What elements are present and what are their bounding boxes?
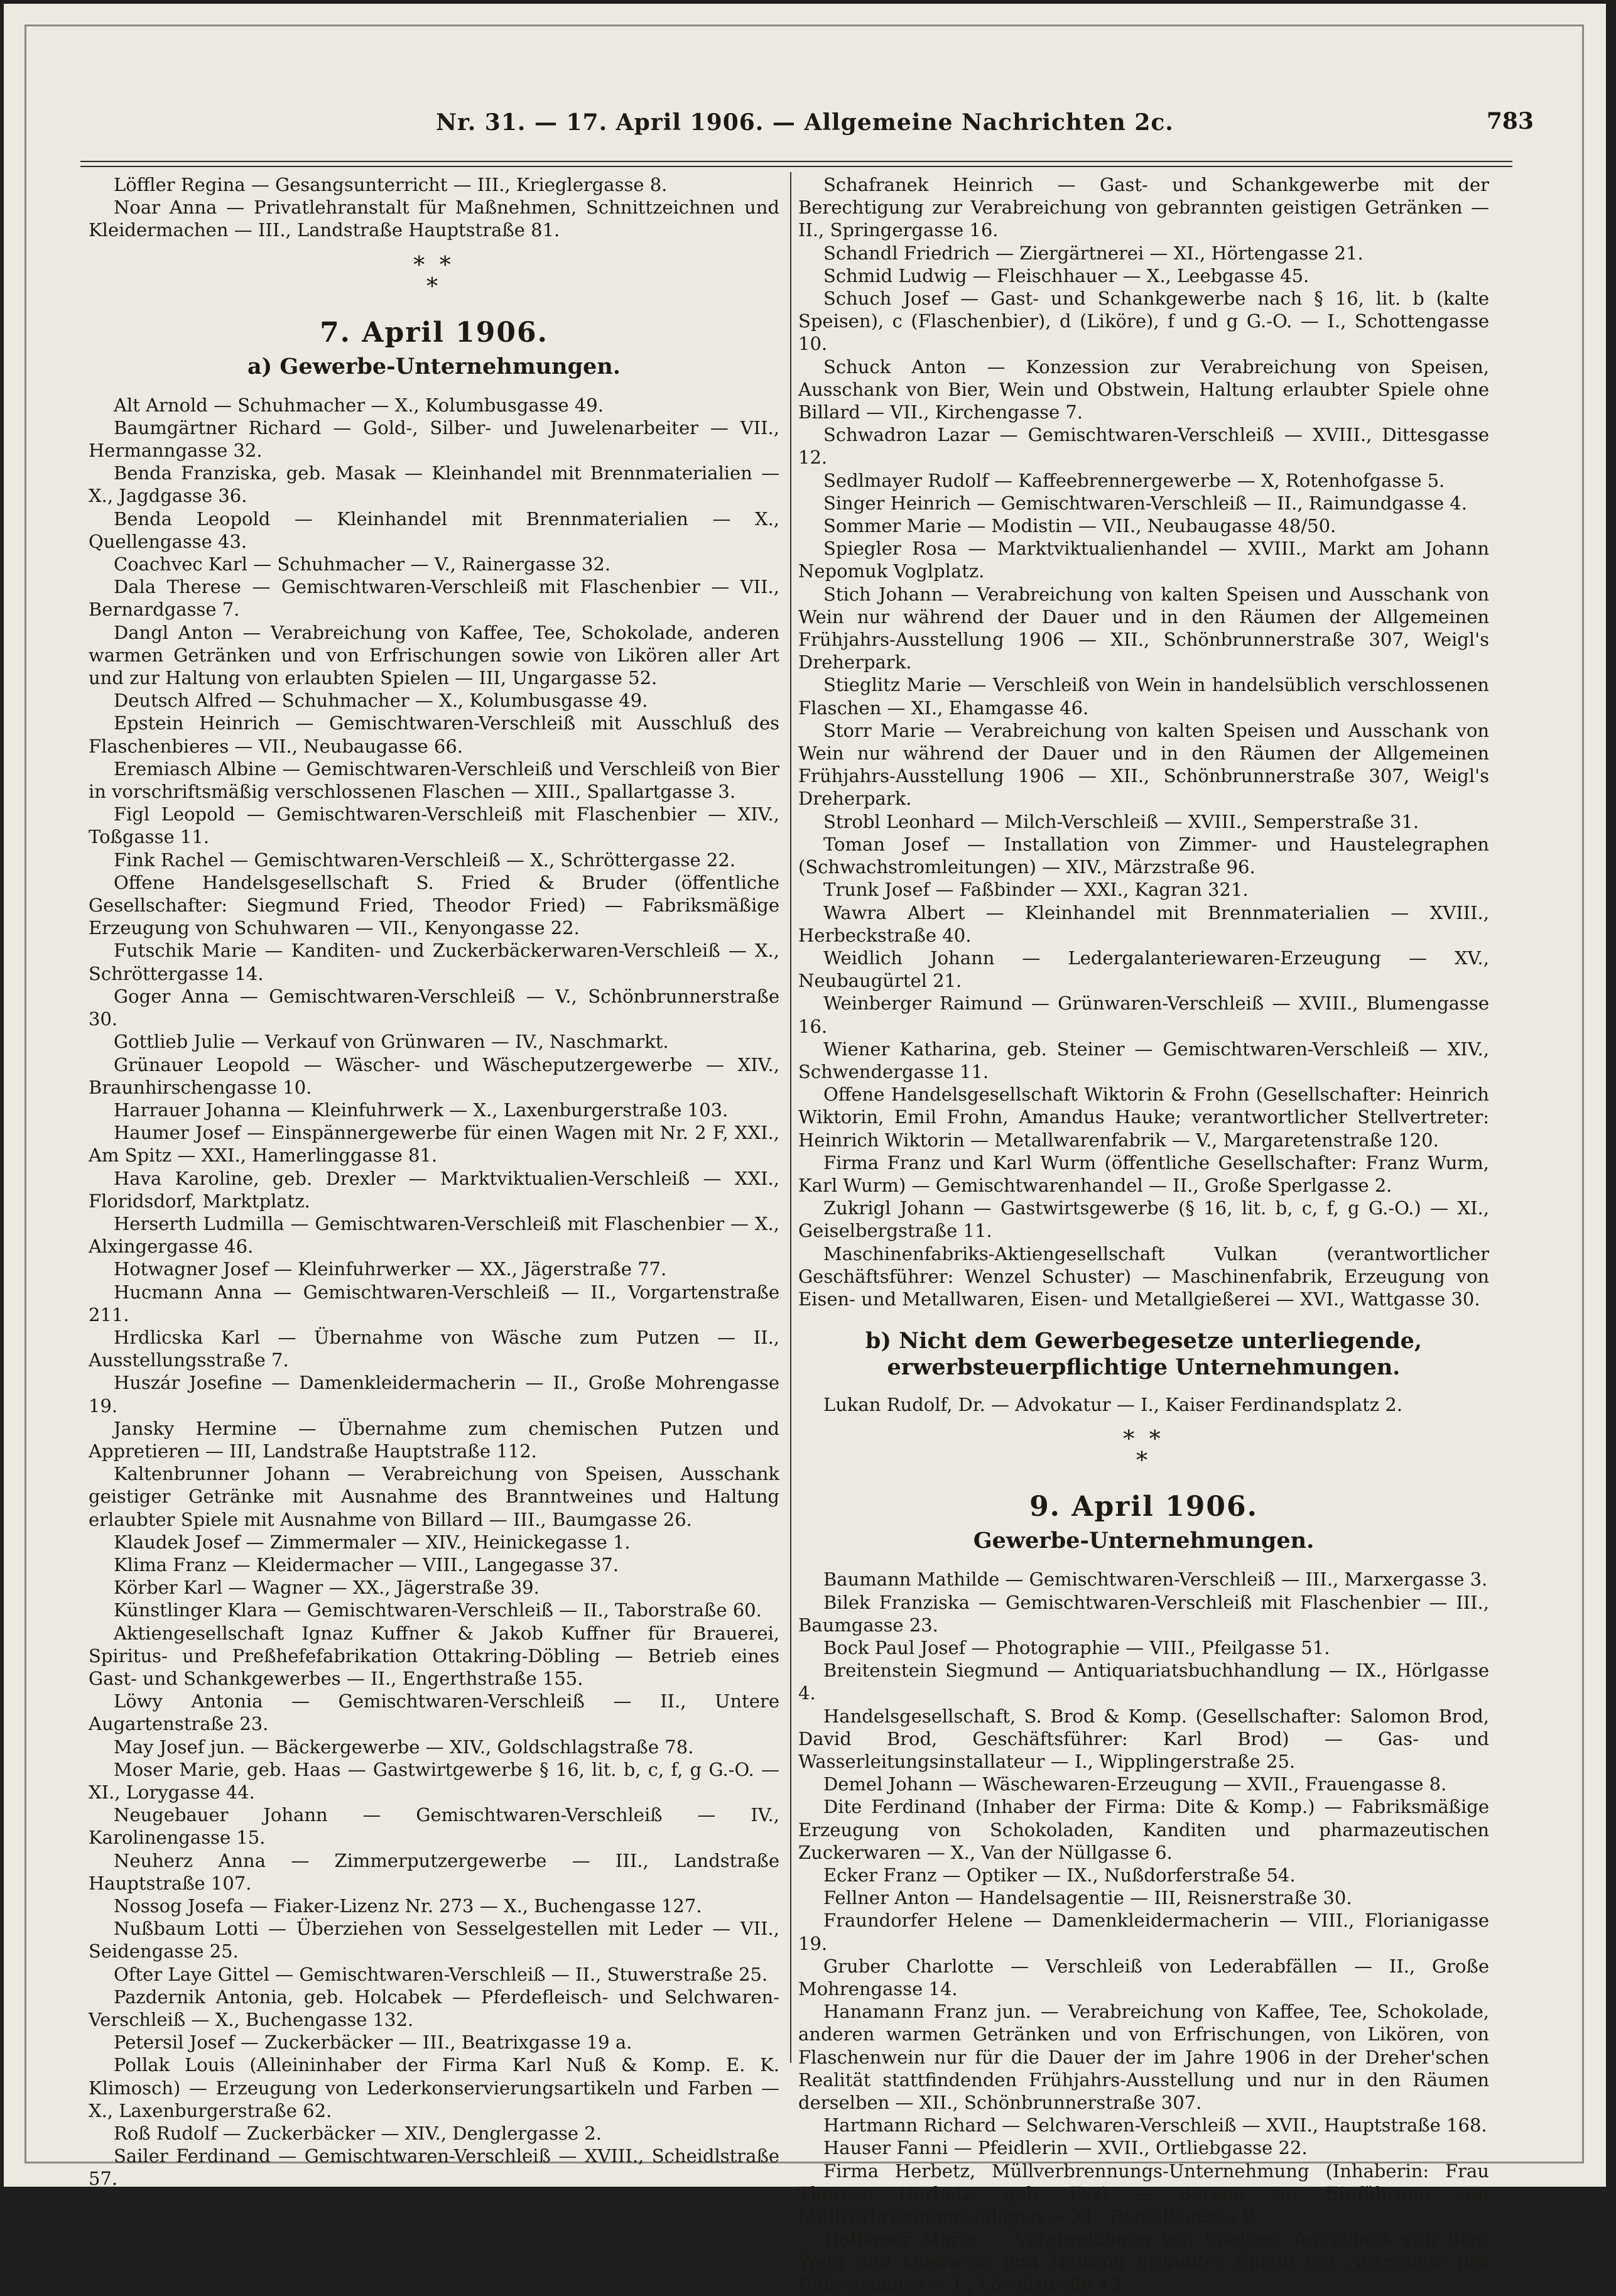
list-item: Hotwagner Josef — Kleinfuhrwerker — XX., Jägerstraße 77.	[114, 1258, 667, 1280]
list-item: Eremiasch Albine — Gemischtwaren-Verschleiß und Verschleiß von Bier in vorschriftsmäßig verschlossenen Flaschen — XIII., Spallartgasse 3.	[89, 758, 779, 803]
list-item: Figl Leopold — Gemischtwaren-Verschleiß mit Flaschenbier — XIV., Toßgasse 11.	[89, 803, 779, 848]
list-item: Hauser Fanni — Pfeidlerin — XVII., Ortliebgasse 22.	[823, 2137, 1308, 2159]
list-item: Lukan Rudolf, Dr. — Advokatur — I., Kaiser Ferdinandsplatz 2.	[823, 1394, 1402, 1416]
list-item: Firma Herbetz, Müllverbrennungs-Unternehmung (Inhaberin: Frau Therese Herbetz, geb. Fay) — Bureau zur Einführung von Müllverbrennungsanlagen — XI., Remellagasse 9.	[798, 2160, 1489, 2228]
list-item: Dite Ferdinand (Inhaber der Firma: Dite & Komp.) — Fabriksmäßige Erzeugung von Schokoladen, Kanditen und pharmazeutischen Zuckerwaren — X., Van der Nüllgasse 6.	[798, 1796, 1489, 1863]
list-item: Ofter Laye Gittel — Gemischtwaren-Verschleiß — II., Stuwerstraße 25.	[114, 1963, 768, 1985]
list-item: Schuch Josef — Gast- und Schankgewerbe nach § 16, lit. b (kalte Speisen), c (Flaschenbier), d (Liköre), f und g G.-O. — I., Schottengasse 10.	[798, 288, 1489, 355]
list-item: Offene Handelsgesellschaft S. Fried & Bruder (öffentliche Gesellschafter: Siegmund Fried, Theodor Fried) — Fabriksmäßige Erzeugung von Schuhwaren — VII., Kenyongasse 22.	[89, 871, 779, 939]
list-item: Weinberger Raimund — Grünwaren-Verschleiß — XVIII., Blumengasse 16.	[798, 993, 1489, 1037]
date-heading: 7. April 1906.	[320, 316, 548, 349]
list-item: Pazdernik Antonia, geb. Holcabek — Pferdefleisch- und Selchwaren-Verschleiß — X., Buchengasse 132.	[89, 1986, 779, 2031]
section-heading: Gewerbe-Unternehmungen.	[973, 1528, 1315, 1554]
separator-stars-bottom: *	[1136, 1448, 1151, 1474]
list-item: Moser Marie, geb. Haas — Gastwirtgewerbe § 16, lit. b, c, f, g G.-O. — XI., Lorygasse 44.	[89, 1758, 779, 1803]
list-item: Fink Rachel — Gemischtwaren-Verschleiß — X., Schröttergasse 22.	[114, 849, 735, 871]
list-item: Gruber Charlotte — Verschleiß von Lederabfällen — II., Große Mohrengasse 14.	[798, 1955, 1489, 2000]
list-item: Benda Franziska, geb. Masak — Kleinhandel mit Brennmaterialien — X., Jagdgasse 36.	[89, 462, 779, 507]
list-item: Klaudek Josef — Zimmermaler — XIV., Heinickegasse 1.	[114, 1531, 631, 1553]
list-item: Harrauer Johanna — Kleinfuhrwerk — X., Laxenburgerstraße 103.	[114, 1099, 729, 1121]
list-item: Fraundorfer Helene — Damenkleidermacherin — VIII., Florianigasse 19.	[798, 1910, 1489, 1954]
list-item: Jansky Hermine — Übernahme zum chemischen Putzen und Appretieren — III, Landstraße Hauptstraße 112.	[89, 1417, 779, 1462]
section-separator	[798, 1427, 1489, 1474]
list-item: Coachvec Karl — Schuhmacher — V., Rainergasse 32.	[114, 553, 611, 575]
list-item: Storr Marie — Verabreichung von kalten Speisen und Ausschank von Wein nur während der Dauer und in den Räumen der Allgemeinen Frühjahrs-Ausstellung 1906 — XII., Schönbrunnerstraße 307, Weigl's Dreherpark.	[798, 719, 1489, 810]
list-item: Körber Karl — Wagner — XX., Jägerstraße 39.	[114, 1577, 540, 1599]
list-item: Schuck Anton — Konzession zur Verabreichung von Speisen, Ausschank von Bier, Wein und Obstwein, Haltung erlaubter Spiele ohne Billard — VII., Kirchengasse 7.	[798, 356, 1489, 423]
list-item: Schmid Ludwig — Fleischhauer — X., Leebgasse 45.	[823, 264, 1310, 286]
list-item: Stich Johann — Verabreichung von kalten Speisen und Ausschank von Wein nur während der Dauer und in den Räumen der Allgemeinen Frühjahrs-Ausstellung 1906 — XII., Schönbrunnerstraße 307, Weigl's Dreherpark.	[798, 583, 1489, 673]
list-item: Bilek Franziska — Gemischtwaren-Verschleiß mit Flaschenbier — III., Baumgasse 23.	[798, 1591, 1489, 1636]
list-item: Epstein Heinrich — Gemischtwaren-Verschleiß mit Ausschluß des Flaschenbieres — VII., Neubaugasse 66.	[89, 712, 779, 757]
section-heading: a) Gewerbe-Unternehmungen.	[247, 353, 621, 379]
date-heading: 9. April 1906.	[1029, 1491, 1258, 1523]
list-item: Demel Johann — Wäschewaren-Erzeugung — XVII., Frauengasse 8.	[823, 1773, 1447, 1795]
list-item: Futschik Marie — Kanditen- und Zuckerbäckerwaren-Verschleiß — X., Schröttergasse 14.	[89, 940, 779, 984]
list-item: Löwy Antonia — Gemischtwaren-Verschleiß — II., Untere Augartenstraße 23.	[89, 1690, 779, 1735]
list-item: Hucmann Anna — Gemischtwaren-Verschleiß — II., Vorgartenstraße 211.	[89, 1281, 779, 1325]
left-column	[89, 173, 779, 2190]
list-item: Huszár Josefine — Damenkleidermacherin — II., Große Mohrengasse 19.	[89, 1372, 779, 1417]
list-item: Haumer Josef — Einspännergewerbe für einen Wagen mit Nr. 2 F, XXI., Am Spitz — XXI., Hamerlinggasse 81.	[89, 1122, 779, 1167]
list-item: Petersil Josef — Zuckerbäcker — III., Beatrixgasse 19 a.	[114, 2032, 632, 2054]
list-item: Firma Franz und Karl Wurm (öffentliche Gesellschafter: Franz Wurm, Karl Wurm) — Gemischtwarenhandel — II., Große Sperlgasse 2.	[798, 1151, 1489, 1196]
newspaper-page	[4, 4, 1606, 2295]
list-item: Baumgärtner Richard — Gold-, Silber- und Juwelenarbeiter — VII., Hermanngasse 32.	[89, 416, 779, 462]
list-item: Toman Josef — Installation von Zimmer- und Haustelegraphen (Schwachstromleitungen) — XIV., Märzstraße 96.	[798, 833, 1489, 878]
list-item: Weidlich Johann — Ledergalanteriewaren-Erzeugung — XV., Neubaugürtel 21.	[798, 947, 1489, 992]
list-item: Neuherz Anna — Zimmerputzergewerbe — III., Landstraße Hauptstraße 107.	[89, 1849, 779, 1894]
list-item: Sailer Ferdinand — Gemischtwaren-Verschleiß — XVIII., Scheidlstraße 57.	[89, 2145, 779, 2190]
list-item: Hofbauer Marie — Verabreichung von Speisen, Ausschank von Bier, Wein und Obstwein und Haltung erlaubter Spiele mit Ausnahme des Billardspieles — I., Löwelstraße 12.	[798, 2228, 1489, 2295]
section-heading: b) Nicht dem Gewerbegesetze unterliegende, erwerbsteuerpflichtige Unternehmungen.	[865, 1328, 1423, 1381]
list-item: Grünauer Leopold — Wäscher- und Wäscheputzergewerbe — XIV., Braunhirschengasse 10.	[89, 1053, 779, 1098]
separator-stars-bottom: *	[426, 273, 442, 300]
list-item: Roß Rudolf — Zuckerbäcker — XIV., Denglergasse 2.	[114, 2123, 602, 2145]
header-rule	[80, 161, 1512, 167]
entry-list	[798, 1393, 1489, 1416]
list-item: Benda Leopold — Kleinhandel mit Brennmaterialien — X., Quellengasse 43.	[89, 508, 779, 552]
list-item: Handelsgesellschaft, S. Brod & Komp. (Gesellschafter: Salomon Brod, David Brod, Geschäftsführer: Karl Brod) — Gas- und Wasserleitungsinstallateur — I., Wipplingerstraße 25.	[798, 1705, 1489, 1772]
list-item: Nußbaum Lotti — Überziehen von Sesselgestellen mit Leder — VII., Seidengasse 25.	[89, 1918, 779, 1962]
separator-stars-top: * *	[1123, 1427, 1164, 1453]
list-item: Schandl Friedrich — Ziergärtnerei — XI., Hörtengasse 21.	[823, 242, 1364, 264]
section-separator	[89, 253, 779, 300]
list-item: Sedlmayer Rudolf — Kaffeebrennergewerbe — X, Rotenhofgasse 5.	[823, 469, 1445, 491]
list-item: Sommer Marie — Modistin — VII., Neubaugasse 48/50.	[823, 515, 1337, 537]
list-item: Noar Anna — Privatlehranstalt für Maßnehmen, Schnittzeichnen und Kleidermachen — III., Landstraße Hauptstraße 81.	[89, 197, 779, 241]
list-item: Zukrigl Johann — Gastwirtsgewerbe (§ 16, lit. b, c, f, g G.-O.) — XI., Geiselbergstraße 11.	[798, 1197, 1489, 1242]
right-column	[798, 173, 1489, 2296]
list-item: Schafranek Heinrich — Gast- und Schankgewerbe mit der Berechtigung zur Verabreichung von gebrannten geistigen Getränken — II., Springergasse 16.	[798, 174, 1489, 241]
list-item: Schwadron Lazar — Gemischtwaren-Verschleiß — XVIII., Dittesgasse 12.	[798, 424, 1489, 469]
list-item: Alt Arnold — Schuhmacher — X., Kolumbusgasse 49.	[114, 394, 604, 416]
list-item: Fellner Anton — Handelsagentie — III, Reisnerstraße 30.	[823, 1887, 1352, 1909]
list-item: Singer Heinrich — Gemischtwaren-Verschleiß — II., Raimundgasse 4.	[823, 492, 1467, 514]
list-item: Dangl Anton — Verabreichung von Kaffee, Tee, Schokolade, anderen warmen Getränken und von Erfrischungen sowie von Likören aller Art und zur Haltung von erlaubten Spielen — III, Ungargasse 52.	[89, 621, 779, 689]
list-item: Wawra Albert — Kleinhandel mit Brennmaterialien — XVIII., Herbeckstraße 40.	[798, 901, 1489, 946]
list-item: Pollak Louis (Alleininhaber der Firma Karl Nuß & Komp. E. K. Klimosch) — Erzeugung von Lederkonservierungsartikeln und Farben — X., Laxenburgerstraße 62.	[89, 2054, 779, 2121]
page-number: 783	[1486, 108, 1534, 134]
list-item: Wiener Katharina, geb. Steiner — Gemischtwaren-Verschleiß — XIV., Schwendergasse 11.	[798, 1038, 1489, 1082]
list-item: Hanamann Franz jun. — Verabreichung von Kaffee, Tee, Schokolade, anderen warmen Getränken und von Erfrischungen, von Likören, von Flaschenwein nur für die Dauer der im Jahre 1906 in der Dreher'schen Realität stattfindenden Frühjahrs-Ausstellung und nur in den Räumen derselben — XII., Schönbrunnerstraße 307.	[798, 2001, 1489, 2114]
list-item: Trunk Josef — Faßbinder — XXI., Kagran 321.	[823, 879, 1249, 901]
list-item: Dala Therese — Gemischtwaren-Verschleiß mit Flaschenbier — VII., Bernardgasse 7.	[89, 576, 779, 621]
list-item: Baumann Mathilde — Gemischtwaren-Verschleiß — III., Marxergasse 3.	[823, 1569, 1488, 1591]
list-item: Künstlinger Klara — Gemischtwaren-Verschleiß — II., Taborstraße 60.	[114, 1599, 762, 1621]
entry-list	[798, 173, 1489, 1310]
list-item: Löffler Regina — Gesangsunterricht — III., Krieglergasse 8.	[114, 174, 668, 195]
list-item: Goger Anna — Gemischtwaren-Verschleiß — V., Schönbrunnerstraße 30.	[89, 985, 779, 1030]
entry-list	[798, 1568, 1489, 2296]
entry-list	[89, 394, 779, 2190]
list-item: Ecker Franz — Optiker — IX., Nußdorferstraße 54.	[823, 1864, 1296, 1886]
column-divider	[790, 172, 791, 2063]
list-item: Stieglitz Marie — Verschleiß von Wein in handelsüblich verschlossenen Flaschen — XI., Ehamgasse 46.	[798, 674, 1489, 719]
list-item: Strobl Leonhard — Milch-Verschleiß — XVIII., Semperstraße 31.	[823, 810, 1419, 832]
entry-list	[89, 173, 779, 242]
list-item: Kaltenbrunner Johann — Verabreichung von Speisen, Ausschank geistiger Getränke mit Ausnahme des Branntweines und Haltung erlaubter Spiele mit Ausnahme von Billard — III., Baumgasse 26.	[89, 1463, 779, 1530]
list-item: Bock Paul Josef — Photographie — VIII., Pfeilgasse 51.	[823, 1636, 1330, 1658]
separator-stars-top: * *	[413, 252, 455, 278]
list-item: Maschinenfabriks-Aktiengesellschaft Vulkan (verantwortlicher Geschäftsführer: Wenzel Schuster) — Maschinenfabrik, Erzeugung von Eisen- und Metallwaren, Eisen- und Metallgießerei — XVI., Wattgasse 30.	[798, 1243, 1489, 1310]
list-item: Herserth Ludmilla — Gemischtwaren-Verschleiß mit Flaschenbier — X., Alxingergasse 46.	[89, 1212, 779, 1258]
list-item: Hrdlicska Karl — Übernahme von Wäsche zum Putzen — II., Ausstellungsstraße 7.	[89, 1326, 779, 1371]
list-item: May Josef jun. — Bäckergewerbe — XIV., Goldschlagstraße 78.	[114, 1736, 694, 1758]
list-item: Klima Franz — Kleidermacher — VIII., Langegasse 37.	[114, 1553, 619, 1575]
list-item: Gottlieb Julie — Verkauf von Grünwaren — IV., Naschmarkt.	[114, 1031, 669, 1053]
list-item: Aktiengesellschaft Ignaz Kuffner & Jakob Kuffner für Brauerei, Spiritus- und Preßhefefabrikation Ottakring-Döbling — Betrieb eines Gast- und Schankgewerbes — II., Engerthstraße 155.	[89, 1622, 779, 1689]
list-item: Spiegler Rosa — Marktviktualienhandel — XVIII., Markt am Johann Nepomuk Voglplatz.	[798, 538, 1489, 582]
list-item: Breitenstein Siegmund — Antiquariatsbuchhandlung — IX., Hörlgasse 4.	[798, 1660, 1489, 1704]
running-head: Nr. 31. — 17. April 1906. — Allgemeine Nachrichten 2c.	[436, 109, 1174, 136]
list-item: Nossog Josefa — Fiaker-Lizenz Nr. 273 — X., Buchengasse 127.	[114, 1895, 702, 1917]
list-item: Offene Handelsgesellschaft Wiktorin & Frohn (Gesellschafter: Heinrich Wiktorin, Emil Frohn, Amandus Hauke; verantwortlicher Stellvertreter: Heinrich Wiktorin — Metallwarenfabrik — V., Margaretenstraße 120.	[798, 1084, 1489, 1151]
list-item: Hartmann Richard — Selchwaren-Verschleiß — XVII., Hauptstraße 168.	[823, 2114, 1487, 2136]
list-item: Deutsch Alfred — Schuhmacher — X., Kolumbusgasse 49.	[114, 690, 648, 712]
list-item: Neugebauer Johann — Gemischtwaren-Verschleiß — IV., Karolinengasse 15.	[89, 1804, 779, 1849]
list-item: Hava Karoline, geb. Drexler — Marktviktualien-Verschleiß — XXI., Floridsdorf, Marktplatz.	[89, 1167, 779, 1212]
